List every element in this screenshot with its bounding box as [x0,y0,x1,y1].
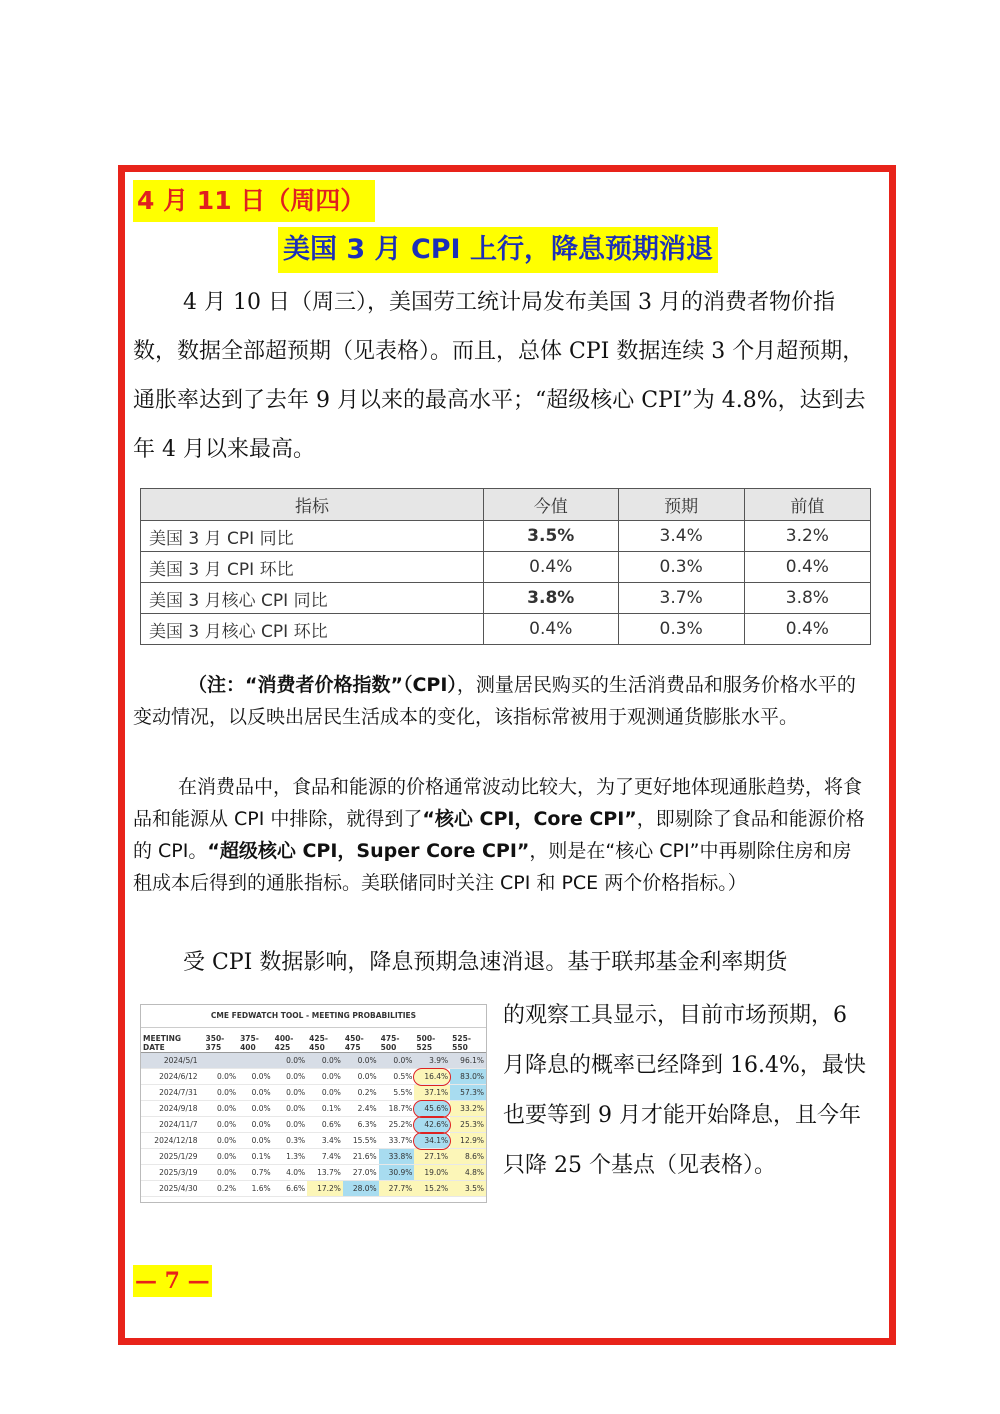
fedwatch-prob-cell: 4.0% [273,1165,308,1181]
note-cpi-definition [133,669,868,733]
cpi-table [140,488,871,645]
row-expected: 0.3% [618,552,744,583]
table-row [141,1101,486,1117]
fedwatch-prob-cell: 57.3% [450,1085,486,1101]
fedwatch-prob-cell: 27.0% [343,1165,379,1181]
fedwatch-prob-cell: 0.0% [307,1085,343,1101]
fedwatch-prob-cell: 3.5% [450,1181,486,1197]
fedwatch-prob-cell: 2.4% [343,1101,379,1117]
paragraph-rate-cut: 受 CPI 数据影响，降息预期急速消退。基于联邦基金利率期货 [183,950,788,975]
table-row [141,552,871,583]
table-row [141,583,871,614]
note-cpi-term: （注：“消费者价格指数”（CPI） [188,674,457,696]
fedwatch-prob-cell: 16.4% [414,1069,450,1085]
fedwatch-prob-cell: 0.0% [273,1101,308,1117]
fedwatch-prob-cell: 8.6% [450,1149,486,1165]
row-name: 美国 3 月核心 CPI 同比 [141,583,484,614]
table-row [141,614,871,645]
fedwatch-prob-cell: 0.0% [204,1069,239,1085]
fedwatch-prob-cell: 0.0% [238,1101,273,1117]
row-actual: 0.4% [484,614,619,645]
note-core-text-1: 在消费品中，食品和能源的价格通常波动比较大，为了更好地体现通胀趋势，将食品和能源从 CPI 中排除，就得到了 [133,776,863,830]
fedwatch-prob-cell: 18.7% [379,1101,415,1117]
row-name: 美国 3 月 CPI 环比 [141,552,484,583]
row-name: 美国 3 月 CPI 同比 [141,521,484,552]
fedwatch-prob-cell: 0.0% [273,1069,308,1085]
paragraph-intro: 4 月 10 日（周三），美国劳工统计局发布美国 3 月的消费者物价指数，数据全部超预期（见表格）。而且，总体 CPI 数据连续 3 个月超预期，通胀率达到了去年 9 月以来的最高水平；“超级核心 CPI”为 4.8%，达到去年 4 月以来最高。 [133,290,866,462]
fedwatch-prob-cell: 0.0% [343,1069,379,1085]
fedwatch-prob-cell: 5.5% [379,1085,415,1101]
fedwatch-prob-cell: 6.3% [343,1117,379,1133]
fedwatch-prob-cell: 0.0% [343,1053,379,1069]
fedwatch-prob-cell: 0.1% [238,1149,273,1165]
table-row [141,521,871,552]
fedwatch-prob-cell: 33.8% [379,1149,415,1165]
headline: 美国 3 月 CPI 上行，降息预期消退 [278,227,718,273]
fedwatch-prob-cell: 0.2% [204,1181,239,1197]
row-expected: 3.4% [618,521,744,552]
fedwatch-prob-cell: 0.0% [204,1133,239,1149]
fedwatch-date-cell: 2024/6/12 [141,1069,204,1085]
table-row [141,1117,486,1133]
table-row [141,1069,486,1085]
fedwatch-header-range: 500-525 [414,1034,450,1053]
fedwatch-prob-cell: 34.1% [414,1133,450,1149]
fedwatch-prob-cell: 7.4% [307,1149,343,1165]
fedwatch-date-cell: 2024/7/31 [141,1085,204,1101]
fedwatch-prob-cell: 0.0% [307,1053,343,1069]
fedwatch-prob-cell: 28.0% [343,1181,379,1197]
fedwatch-prob-cell: 0.0% [307,1069,343,1085]
table-row [141,1165,486,1181]
fedwatch-header-range: 375-400 [238,1034,273,1053]
row-actual: 0.4% [484,552,619,583]
fedwatch-prob-cell: 25.3% [450,1117,486,1133]
fedwatch-prob-cell: 6.6% [273,1181,308,1197]
fedwatch-prob-cell: 0.0% [204,1101,239,1117]
fedwatch-date-cell: 2024/9/18 [141,1101,204,1117]
fedwatch-prob-cell: 83.0% [450,1069,486,1085]
fedwatch-table [141,1034,486,1197]
date-tag: 4 月 11 日（周四） [133,180,375,222]
fedwatch-prob-cell: 15.5% [343,1133,379,1149]
fedwatch-prob-cell: 4.8% [450,1165,486,1181]
fedwatch-prob-cell: 27.7% [379,1181,415,1197]
fedwatch-prob-cell: 0.0% [379,1053,415,1069]
fedwatch-prob-cell: 37.1% [414,1085,450,1101]
fedwatch-prob-cell: 33.7% [379,1133,415,1149]
fedwatch-prob-cell: 17.2% [307,1181,343,1197]
row-previous: 0.4% [744,614,870,645]
note-core-term: “核心 CPI，Core CPI” [422,808,637,830]
header-previous: 前值 [744,489,870,521]
row-actual: 3.5% [484,521,619,552]
note-core-text-3: ，则是在“核心 CPI”中再剔除住房和房租成本后得到的通胀指标。美联储同时关注 CPI 和 PCE 两个价格指标。） [133,840,852,894]
fedwatch-prob-cell: 0.0% [238,1133,273,1149]
fedwatch-prob-cell [204,1053,239,1069]
fedwatch-prob-cell: 3.9% [414,1053,450,1069]
fedwatch-prob-cell: 0.0% [204,1117,239,1133]
fedwatch-date-cell: 2025/3/19 [141,1165,204,1181]
fedwatch-table-image [140,1004,487,1203]
fedwatch-date-cell: 2024/12/18 [141,1133,204,1149]
fedwatch-prob-cell: 33.2% [450,1101,486,1117]
fedwatch-prob-cell: 1.6% [238,1181,273,1197]
fedwatch-prob-cell: 21.6% [343,1149,379,1165]
fedwatch-prob-cell: 0.0% [204,1149,239,1165]
note-core-text-2: ，即剔除了食品和能源价格的 CPI。 [133,808,865,862]
fedwatch-prob-cell: 0.0% [204,1085,239,1101]
fedwatch-date-cell: 2025/1/29 [141,1149,204,1165]
note-supercore-term: “超级核心 CPI，Super Core CPI” [207,840,530,862]
fedwatch-prob-cell: 0.0% [273,1085,308,1101]
table-row [141,1085,486,1101]
fedwatch-header-range: 450-475 [343,1034,379,1053]
note-core-cpi [133,771,868,899]
row-name: 美国 3 月核心 CPI 环比 [141,614,484,645]
fedwatch-prob-cell: 0.0% [238,1085,273,1101]
fedwatch-prob-cell: 12.9% [450,1133,486,1149]
header-expected: 预期 [618,489,744,521]
fedwatch-header-range: 525-550 [450,1034,486,1053]
fedwatch-prob-cell: 0.0% [204,1165,239,1181]
fedwatch-prob-cell: 96.1% [450,1053,486,1069]
header-indicator: 指标 [141,489,484,521]
fedwatch-prob-cell: 19.0% [414,1165,450,1181]
fedwatch-prob-cell [238,1053,273,1069]
cpi-table-header [141,489,871,521]
fedwatch-header-range: 425-450 [307,1034,343,1053]
fedwatch-header-range: 350-375 [204,1034,239,1053]
fedwatch-header-date: MEETING DATE [141,1034,204,1053]
fedwatch-prob-cell: 3.4% [307,1133,343,1149]
fedwatch-prob-cell: 0.2% [343,1085,379,1101]
row-actual: 3.8% [484,583,619,614]
fedwatch-prob-cell: 27.1% [414,1149,450,1165]
page-number: — 7 — [133,1265,212,1297]
row-expected: 3.7% [618,583,744,614]
fedwatch-title: CME FEDWATCH TOOL - MEETING PROBABILITIES [141,1005,486,1028]
fedwatch-date-cell: 2024/5/1 [141,1053,204,1069]
fedwatch-date-cell: 2024/11/7 [141,1117,204,1133]
table-row [141,1053,486,1069]
fedwatch-prob-cell: 13.7% [307,1165,343,1181]
fedwatch-prob-cell: 0.5% [379,1069,415,1085]
fedwatch-prob-cell: 1.3% [273,1149,308,1165]
row-previous: 3.8% [744,583,870,614]
fedwatch-prob-cell: 0.1% [307,1101,343,1117]
fedwatch-prob-cell: 0.3% [273,1133,308,1149]
row-previous: 0.4% [744,552,870,583]
fedwatch-prob-cell: 0.0% [238,1117,273,1133]
fedwatch-header-range: 475-500 [379,1034,415,1053]
row-expected: 0.3% [618,614,744,645]
fedwatch-prob-cell: 0.0% [273,1117,308,1133]
fedwatch-date-cell: 2025/4/30 [141,1181,204,1197]
table-row [141,1181,486,1197]
note-cpi-text: ，测量居民购买的生活消费品和服务价格水平的变动情况，以反映出居民生活成本的变化，该指标常被用于观测通货膨胀水平。 [133,674,856,728]
fedwatch-prob-cell: 0.7% [238,1165,273,1181]
table-row [141,1149,486,1165]
fedwatch-prob-cell: 15.2% [414,1181,450,1197]
fedwatch-prob-cell: 25.2% [379,1117,415,1133]
paragraph-fedwatch: 的观察工具显示，目前市场预期，6 月降息的概率已经降到 16.4%，最快也要等到 9 月才能开始降息，且今年只降 25 个基点（见表格）。 [503,1003,866,1178]
row-previous: 3.2% [744,521,870,552]
fedwatch-prob-cell: 45.6% [414,1101,450,1117]
fedwatch-prob-cell: 0.0% [238,1069,273,1085]
header-actual: 今值 [484,489,619,521]
fedwatch-header-range: 400-425 [273,1034,308,1053]
fedwatch-prob-cell: 0.6% [307,1117,343,1133]
fedwatch-prob-cell: 30.9% [379,1165,415,1181]
fedwatch-prob-cell: 42.6% [414,1117,450,1133]
fedwatch-header [141,1034,486,1053]
table-row [141,1133,486,1149]
fedwatch-prob-cell: 0.0% [273,1053,308,1069]
